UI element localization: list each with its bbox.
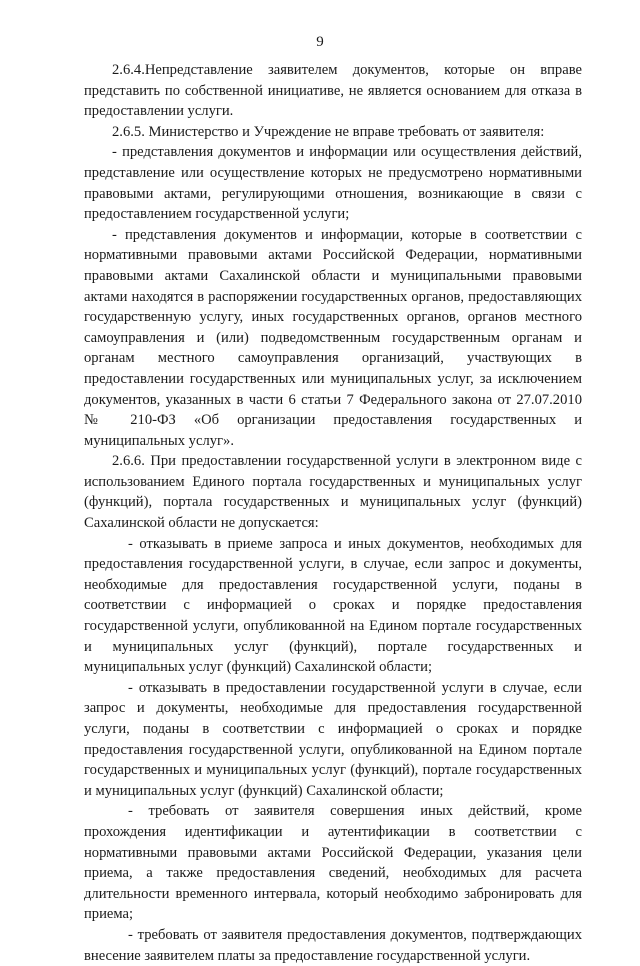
list-item-no-payment-docs: - требовать от заявителя предоставления документов, подтверждающих внесение заявителем платы за предоставление государственной услуги.	[84, 926, 582, 964]
list-item-no-other-actions: - требовать от заявителя совершения иных действий, кроме прохождения идентификации и аутентификации в соответствии с нормативными правовыми актами Российской Федерации, указания цели приема, а также предоставления сведений, необходимых для расчета длительности временного интервала, который необходимо забронировать для приема;	[84, 803, 582, 923]
paragraph-2-6-6: 2.6.6. При предоставлении государственной услуги в электронном виде с использованием Единого портала государственных и муниципальных услуг (функций), портала государственных и муниципальных услуг (функций) Сахалинской области не допускается:	[84, 453, 582, 532]
paragraph-2-6-5: 2.6.5. Министерство и Учреждение не вправе требовать от заявителя:	[112, 123, 545, 140]
document-body	[84, 60, 582, 966]
list-item-no-refuse-acceptance: - отказывать в приеме запроса и иных документов, необходимых для предоставления государственной услуги, в случае, если запрос и документы, необходимые для предоставления государственной услуги, поданы в соответствии с информацией о сроках и порядке предоставления государственной услуги, опубликованной на Едином портале государственных и муниципальных услуг (функций), портале государственных и муниципальных услуг (функций) Сахалинской области;	[84, 535, 582, 676]
paragraph-2-6-4: 2.6.4.Непредставление заявителем документов, которые он вправе представить по собственной инициативе, не является основанием для отказа в предоставлении услуги.	[84, 62, 582, 120]
list-item-no-documents-held: - представления документов и информации, которые в соответствии с нормативными правовыми актами Российской Федерации, нормативными правовыми актами Сахалинской области и муниципальными правовыми актами находятся в распоряжении государственных органов, предоставляющих государственную услугу, иных государственных органов, органов местного самоуправления и (или) подведомственным государственным органам и органам местного самоуправления организаций, участвующих в предоставлении государственных или муниципальных услуг, за исключением документов, указанных в части 6 статьи 7 Федерального закона от 27.07.2010 № 210-ФЗ «Об организации предоставления государственных и муниципальных услуг».	[84, 226, 582, 449]
list-item-no-refuse-service: - отказывать в предоставлении государственной услуги в случае, если запрос и документы, необходимые для предоставления государственной услуги, поданы в соответствии с информацией о сроках и порядке предоставления государственной услуги, опубликованной на Едином портале государственных и муниципальных услуг (функций), портале государственных и муниципальных услуг (функций) Сахалинской области;	[84, 679, 582, 799]
list-item-no-extra-actions: - представления документов и информации или осуществления действий, представление или осуществление которых не предусмотрено нормативными правовыми актами, регулирующими отношения, возникающие в связи с предоставлением государственной услуги;	[84, 144, 582, 223]
page-number: 9	[316, 34, 324, 50]
